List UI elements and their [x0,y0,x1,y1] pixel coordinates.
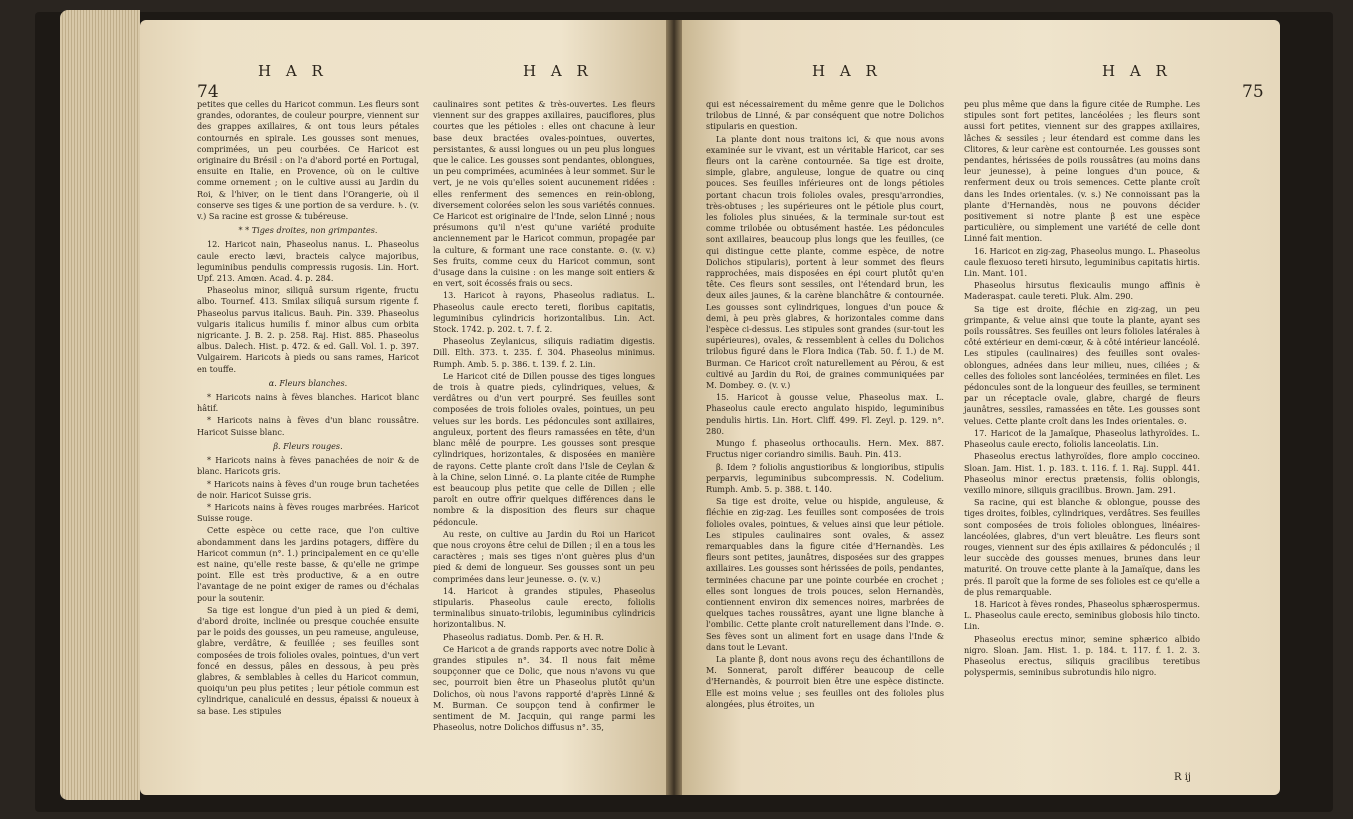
right-page-column-1 [706,99,944,711]
left-page [140,20,666,795]
paragraph: Phaseolus hirsutus flexicaulis mungo affinis è Maderaspat. caule tereti. Pluk. Alm. 290. [964,280,1200,302]
paragraph: 15. Haricot à gousse velue, Phaseolus max. L. Phaseolus caule erecto angulato hispido, leguminibus pendulis hirtis. Lin. Hort. Cliff. 499. Fl. Zeyl. p. 129. n°. 280. [706,392,944,436]
paragraph: * Haricots nains à fèves panachées de noir & de blanc. Haricots gris. [197,455,419,477]
page-edges [60,10,140,800]
paragraph: Cette espèce ou cette race, que l'on cultive abondamment dans les jardins potagers, diffère du Haricot commun (n°. 1.) principalement en ce qu'elle est naine, qu'elle reste basse, & qu'elle ne grimpe point. Elle est très productive, & a en outre l'avantage de ne point exiger de rames ou d'échalas pour la soutenir. [197,525,419,603]
paragraph: peu plus même que dans la figure citée de Rumphe. Les stipules sont fort petites, lancéolées ; les fleurs sont aussi fort petites, viennent sur des grappes axillaires, lâches & sessiles ; leur étendard est comme dans les Clitores, & leur carène est contournée. Les gousses sont pendantes, hérissées de poils roussâtres (au moins dans leur jeunesse), à peine longues d'un pouce, & renferment deux ou trois semences. Cette plante croît dans les Indes orientales. (v. s.) Ne connoissant pas la plante d'Hernandès, nous ne pouvons décider positivement si notre plante β est une espèce particulière, ou simplement une variété de celle dont Linné fait mention. [964,99,1200,244]
paragraph: Phaseolus radiatus. Domb. Per. & H. R. [443,631,604,642]
paragraph: Le Haricot cité de Dillen pousse des tiges longues de trois à quatre pieds, cylindriques, velues, & verdâtres ou d'un vert pourpré. Ses feuilles sont composées de trois folioles ovales, pointues, un peu velues sur les bords. Les pédoncules sont axillaires, anguleux, portent des fleurs ramassées en tête, d'un blanc mêlé de pourpre. Les gousses sont presque cylindriques, horizontales, & disposées en manière de rayons. Cette plante croît dans l'Isle de Ceylan & à la Chine, selon Linné. ⊙. La plante citée de Rumphe est beaucoup plus petite que celle de Dillen ; elle paroît en outre offrir quelques différences dans le nombre & la disposition des fleurs sur chaque pédoncule. [433,370,655,527]
paragraph: β. Idem ? foliolis angustioribus & longioribus, stipulis perparvis, leguminibus subcompressis. N. Codelium. Rumph. Amb. 5. p. 388. t. 140. [706,461,944,494]
paragraph: Phaseolus Zeylanicus, siliquis radiatim digestis. Dill. Elth. 373. t. 235. f. 304. Phaseolus minimus. Rumph. Amb. 5. p. 386. t. 139. f. 2. Lin. [433,336,655,369]
paragraph: 18. Haricot à fèves rondes, Phaseolus sphærospermus. L. Phaseolus caule erecto, seminibus globosis hilo tincto. Lin. [964,598,1200,632]
paragraph: Mungo f. phaseolus orthocaulis. Hern. Mex. 887. Fructus niger coriandro similis. Bauh. Pin. 413. [706,438,944,460]
paragraph: petites que celles du Haricot commun. Les fleurs sont grandes, odorantes, de couleur pourpre, viennent sur des grappes axillaires, & ont tous leurs pétales contournés en spirale. Les gousses sont menues, comprimées, un peu courbées. Ce Haricot est originaire du Brésil : on l'a d'abord porté en Portugal, ensuite en Italie, en Provence, où on le cultive comme ornement ; on le cultive aussi au Jardin du Roi, & l'hiver, on le tient dans l'Orangerie, où il conserve ses tiges & une portion de sa verdure. ♄. (v. v.) Sa racine est grosse & tubéreuse. [197,99,419,222]
paragraph: La plante β, dont nous avons reçu des échantillons de M. Sonnerat, paroît différer beaucoup de celle d'Hernandès, & pourroit bien être une espèce distincte. Elle est moins velue ; ses feuilles ont des folioles plus alongées, plus étroites, un [706,653,944,709]
paragraph: qui est nécessairement du même genre que le Dolichos trilobus de Linné, & par conséquent que notre Dolichos stipularis en question. [706,99,944,132]
paragraph: Phaseolus erectus lathyroïdes, flore amplo coccineo. Sloan. Jam. Hist. 1. p. 183. t. 116. f. 1. Raj. Suppl. 441. Phaseolus minor erectus prætensis, foliis oblongis, vexillo minore, siliquis gracilibus. Brown. Jam. 291. [964,451,1200,495]
paragraph: 16. Haricot en zig-zag, Phaseolus mungo. L. Phaseolus caule flexuoso tereti hirsuto, leguminibus capitatis hirtis. Lin. Mant. 101. [964,245,1200,279]
paragraph: Au reste, on cultive au Jardin du Roi un Haricot que nous croyons être celui de Dillen ; il en a tous les caractères ; mais ses tiges n'ont guères plus d'un pied & demi de longueur. Ses gousses sont un peu comprimées dans leur jeunesse. ⊙. (v. v.) [433,528,655,584]
paragraph: Sa tige est droite, velue ou hispide, anguleuse, & fléchie en zig-zag. Les feuilles sont composées de trois folioles ovales, pointues, & velues ainsi que leur pétiole. Les stipules caulinaires sont ovales, & assez remarquables dans la figure citée d'Hernandès. Les fleurs sont petites, jaunâtres, disposées sur des grappes axillaires. Les gousses sont hérissées de poils, pendantes, terminées chacune par une pointe courbée en crochet ; elles sont longues de trois pouces, selon Hernandès, contiennent environ dix semences noires, marbrées de quelques taches roussâtres, ayant une ligne blanche à l'ombilic. Cette plante croît naturellement dans l'Inde. ⊙. Ses fèves sont un aliment fort en usage dans l'Inde & dans tout le Levant. [706,496,944,652]
running-head-right-col1: H A R [812,62,882,80]
running-head-right-col2: H A R [1102,62,1172,80]
paragraph: caulinaires sont petites & très-ouvertes. Les fleurs viennent sur des grappes axillaires, pauciflores, plus courtes que les pétioles : elles ont chacune à leur base deux bractées ovales-pointues, ouvertes, persistantes, & aussi longues ou un peu plus longues que le calice. Les gousses sont pendantes, oblongues, un peu comprimées, acuminées à leur sommet. Sur le vert, je ne vois qu'elles soient aucunement ridées : elles renferment des semences en rein-oblong, diversement colorées selon les sous variétés connues. Ce Haricot est originaire de l'Inde, selon Linné ; nous présumons qu'il n'est qu'une variété produite anciennement par le Haricot commun, propagée par la culture, & formant une race constante. ⊙. (v. v.) Ses fruits, comme ceux du Haricot commun, sont d'usage dans la cuisine : on les mange soit entiers & en vert, soit écossés frais ou secs. [433,99,655,289]
section-heading: α. Fleurs blanches. [268,377,348,388]
section-heading: * * Tiges droites, non grimpantes. [238,225,378,236]
paragraph: La plante dont nous traitons ici, & que nous avons examinée sur le vivant, est un véritable Haricot, car ses fleurs ont la carène contournée. Sa tige est droite, simple, glabre, anguleuse, longue de quatre ou cinq pouces. Ses feuilles inférieures ont de longs pétioles portant chacun trois folioles ovales, presqu'arrondies, très-obtuses ; les supérieures ont le pétiole plus court, les folioles plus sinuées, & la terminale sur-tout est comme trilobée ou obtusément hastée. Les pédoncules sont axillaires, beaucoup plus longs que les feuilles, (ce qui distingue cette plante, comme espèce, de notre Dolichos stipularis), portent à leur sommet des fleurs rapprochées, mais disposées en épi court plutôt qu'en tête. Ces fleurs sont sessiles, ont l'étendard brun, les deux ailes jaunes, & la carène blanchâtre & contournée. Les gousses sont cylindriques, longues d'un pouce & demi, à peu près glabres, & horizontales comme dans l'espèce ci-dessus. Les stipules sont grandes (sur-tout les supérieures), ovales, & ressemblent à celles du Dolichos trilobus figuré dans le Flora Indica (Tab. 50. f. 1.) de M. Burman. Ce Haricot croît naturellement au Pérou, & est cultivé au Jardin du Roi, de graines communiquées par M. Dombey. ⊙. (v. v.) [706,133,944,391]
right-page-column-2 [964,99,1200,679]
paragraph: Phaseolus erectus minor, semine sphærico albido nigro. Sloan. Jam. Hist. 1. p. 184. t. 117. f. 1. 2. 3. Phaseolus erectus, siliquis gracilibus teretibus polyspermis, seminibus subrotundis hilo nigro. [964,633,1200,678]
paragraph: 14. Haricot à grandes stipules, Phaseolus stipularis. Phaseolus caule erecto, foliolis terminalibus sinuato-trilobis, leguminibus cylindricis horizontalibus. N. [433,585,655,630]
left-page-column-1 [197,99,419,718]
signature-mark: R ij [1174,772,1192,783]
paragraph: * Haricots nains à fèves d'un rouge brun tachetées de noir. Haricot Suisse gris. [197,478,419,500]
paragraph: Phaseolus minor, siliquâ sursum rigente, fructu albo. Tournef. 413. Smilax siliquâ sursum rigente f. Phaseolus parvus italicus. Bauh. Pin. 339. Phaseolus vulgaris italicus humilis f. minor albus cum orbita nigricante. J. B. 2. p. 258. Raj. Hist. 885. Phaseolus albus. Dalech. Hist. p. 472. & ed. Gall. Vol. 1. p. 397. Vulgairem. Haricots à pieds ou sans rames, Haricot en touffe. [197,285,419,374]
page-number-right: 75 [1242,82,1264,102]
running-head-left-col1: H A R [258,62,328,80]
paragraph: Sa tige est droite, fléchie en zig-zag, un peu grimpante, & velue ainsi que toute la plante, ayant ses poils roussâtres. Ses feuilles ont leurs folioles latérales à côté extérieur en demi-cœur, & à côté intérieur lancéolé. Les stipules (caulinaires) des feuilles sont ovales-oblongues, adnées dans leur milieu, nues, ciliées ; & celles des folioles sont lancéolées, terminées en filet. Les pédoncules sont de la longueur des feuilles, se terminent par un réceptacle ovale, glabre, chargé de fleurs jaunâtres, sessiles, ramassées en tête. Les gousses sont velues. Cette plante croît dans les Indes orientales. ⊙. [964,303,1200,426]
paragraph: Sa tige est longue d'un pied à un pied & demi, d'abord droite, inclinée ou presque couchée ensuite par le poids des gousses, un peu rameuse, anguleuse, glabre, verdâtre, & feuillée ; ses feuilles sont composées de trois folioles ovales, pointues, d'un vert foncé en dessus, pâles en dessous, à peu près glabres, & semblables à celles du Haricot commun, quoiqu'un peu plus petites ; leur pétiole commun est cylindrique, canaliculé en dessus, épaissi & noueux à sa base. Les stipules [197,604,419,716]
paragraph: * Haricots nains à fèves rouges marbrées. Haricot Suisse rouge. [197,501,419,524]
page-number-left: 74 [197,82,219,102]
paragraph: 13. Haricot à rayons, Phaseolus radiatus. L. Phaseolus caule erecto tereti, floribus capitatis, leguminibus cylindricis horizontalibus. Lin. Act. Stock. 1742. p. 202. t. 7. f. 2. [433,290,655,335]
right-page [682,20,1280,795]
paragraph: * Haricots nains à fèves d'un blanc roussâtre. Haricot Suisse blanc. [197,415,419,437]
paragraph: 17. Haricot de la Jamaïque, Phaseolus lathyroïdes. L. Phaseolus caule erecto, foliolis lanceolatis. Lin. [964,427,1200,450]
paragraph: Sa racine, qui est blanche & oblongue, pousse des tiges droites, foibles, cylindriques, verdâtres. Ses feuilles sont composées de trois folioles oblongues, linéaires-lancéolées, glabres, d'un vert bleuâtre. Les fleurs sont rouges, viennent sur des épis axillaires & pédonculés ; il leur succède des gousses menues, brunes dans leur maturité. On trouve cette plante à la Jamaïque, dans les prés. Il paroît que la forme de ses folioles est ce qu'elle a de plus remarquable. [964,497,1200,597]
paragraph: Ce Haricot a de grands rapports avec notre Dolic à grandes stipules n°. 34. Il nous fait même soupçonner que ce Dolic, que nous n'avons vu que sec, pourroit bien être un Phaseolus plutôt qu'un Dolichos, où nous l'avons rapporté d'après Linné & M. Burman. Ce soupçon tend à confirmer le sentiment de M. Jacquin, qui range parmi les Phaseolus, notre Dolichos diffusus n°. 35, [433,643,655,733]
paragraph: 12. Haricot nain, Phaseolus nanus. L. Phaseolus caule erecto lævi, bracteis calyce majoribus, leguminibus pendulis compressis rugosis. Lin. Hort. Upf. 213. Amœn. Acad. 4. p. 284. [197,239,419,284]
section-heading: β. Fleurs rouges. [273,440,343,451]
book-gutter [666,20,682,795]
left-page-column-2 [433,99,655,734]
paragraph: * Haricots nains à fèves blanches. Haricot blanc hâtif. [197,392,419,414]
running-head-left-col2: H A R [523,62,593,80]
